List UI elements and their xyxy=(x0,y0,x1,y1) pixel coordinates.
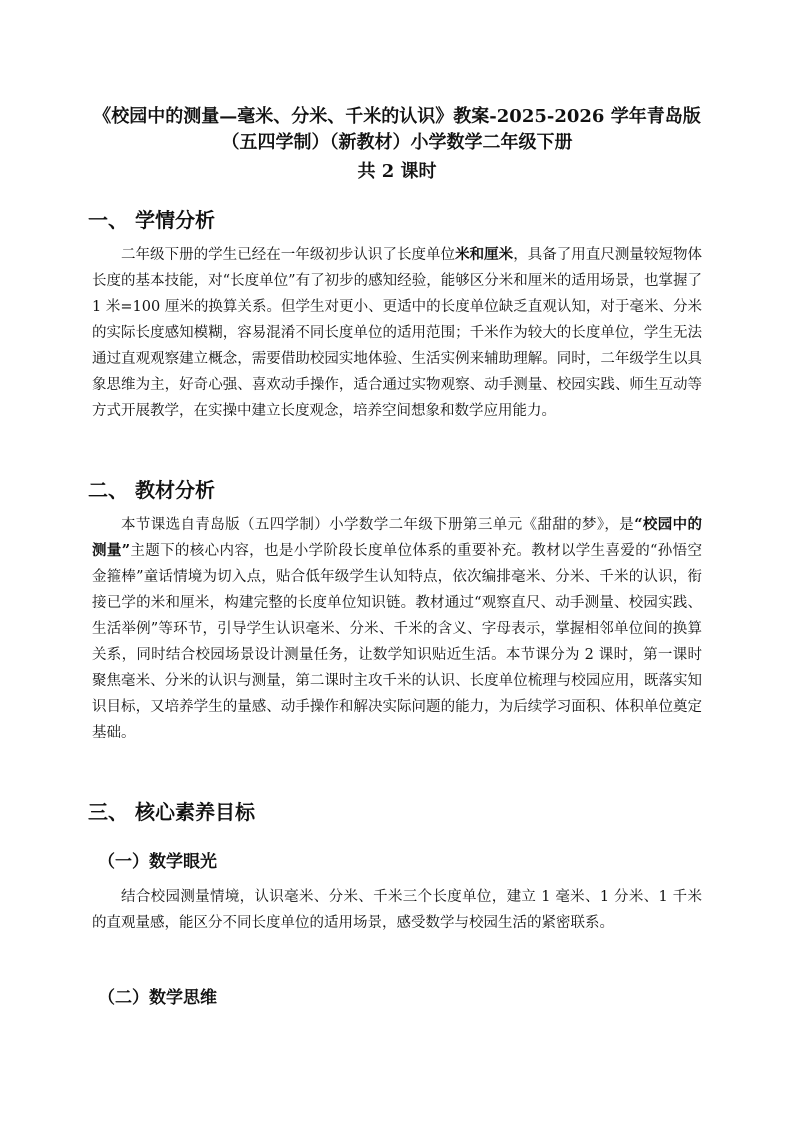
section-paragraph-learning-analysis xyxy=(92,242,702,424)
document-title-line-1: 《校园中的测量—毫米、分米、千米的认识》教案-2025-2026 学年青岛版 xyxy=(93,106,701,127)
section-heading-core-literacy-goals: 三、 核心素养目标 xyxy=(88,800,255,824)
document-title-line-2: （五四学制）（新教材）小学数学二年级下册 xyxy=(221,132,573,153)
document-lesson-count: 共 2 课时 xyxy=(357,161,437,182)
subsection-heading-math-thinking: （二）数学思维 xyxy=(98,988,217,1008)
paragraph-text: ，具备了用直尺测量较短物体长度的基本技能，对“长度单位”有了初步的感知经验，能够区分米和厘米的适用场景，也掌握了 1 米=100 厘米的换算关系。但学生对更小、更适中的长度单位缺乏直观认知，对于毫米、分米的实际长度感知模糊，容易混淆不同长度单位的适用范围；千米作为较大的长度单位，学生无法通过直观观察建立概念，需要借助校园实地体验、生活实例来辅助理解。同时，二年级学生以具象思维为主，好奇心强、喜欢动手操作，适合通过实物观察、动手测量、校园实践、师生互动等方式开展教学，在实操中建立长度观念，培养空间想象和数学应用能力。 xyxy=(92,247,703,419)
subsection-paragraph-math-vision: 结合校园测量情境，认识毫米、分米、千米三个长度单位，建立 1 毫米、1 分米、1 千米的直观量感，能区分不同长度单位的适用场景，感受数学与校园生活的紧密联系。 xyxy=(92,889,702,931)
paragraph-text: 本节课选自青岛版（五四学制）小学数学二年级下册第三单元《甜甜的梦》，是 xyxy=(121,517,635,533)
section-heading-textbook-analysis: 二、 教材分析 xyxy=(88,478,215,502)
subsection-heading-math-vision: （一）数学眼光 xyxy=(98,852,217,872)
section-paragraph-textbook-analysis xyxy=(92,512,702,746)
section-heading-learning-analysis: 一、 学情分析 xyxy=(88,208,215,232)
paragraph-text: 二年级下册的学生已经在一年级初步认识了长度单位 xyxy=(121,247,456,263)
paragraph-bold-text: 米和厘米 xyxy=(455,246,514,263)
paragraph-bold-text: “校园中的测量” xyxy=(92,516,703,559)
paragraph-text: 主题下的核心内容，也是小学阶段长度单位体系的重要补充。教材以学生喜爱的“孙悟空金箍棒”童话情境为切入点，贴合低年级学生认知特点，依次编排毫米、分米、千米的认识，衔接已学的米和厘米，构建完整的长度单位知识链。教材通过“观察直尺、动手测量、校园实践、生活举例”等环节，引导学生认识毫米、分米、千米的含义、字母表示，掌握相邻单位间的换算关系，同时结合校园场景设计测量任务，让数学知识贴近生活。本节课分为 2 课时，第一课时聚焦毫米、分米的认识与测量，第二课时主攻千米的认识、长度单位梳理与校园应用，既落实知识目标，又培养学生的量感、动手操作和解决实际问题的能力，为后续学习面积、体积单位奠定基础。 xyxy=(92,543,702,741)
